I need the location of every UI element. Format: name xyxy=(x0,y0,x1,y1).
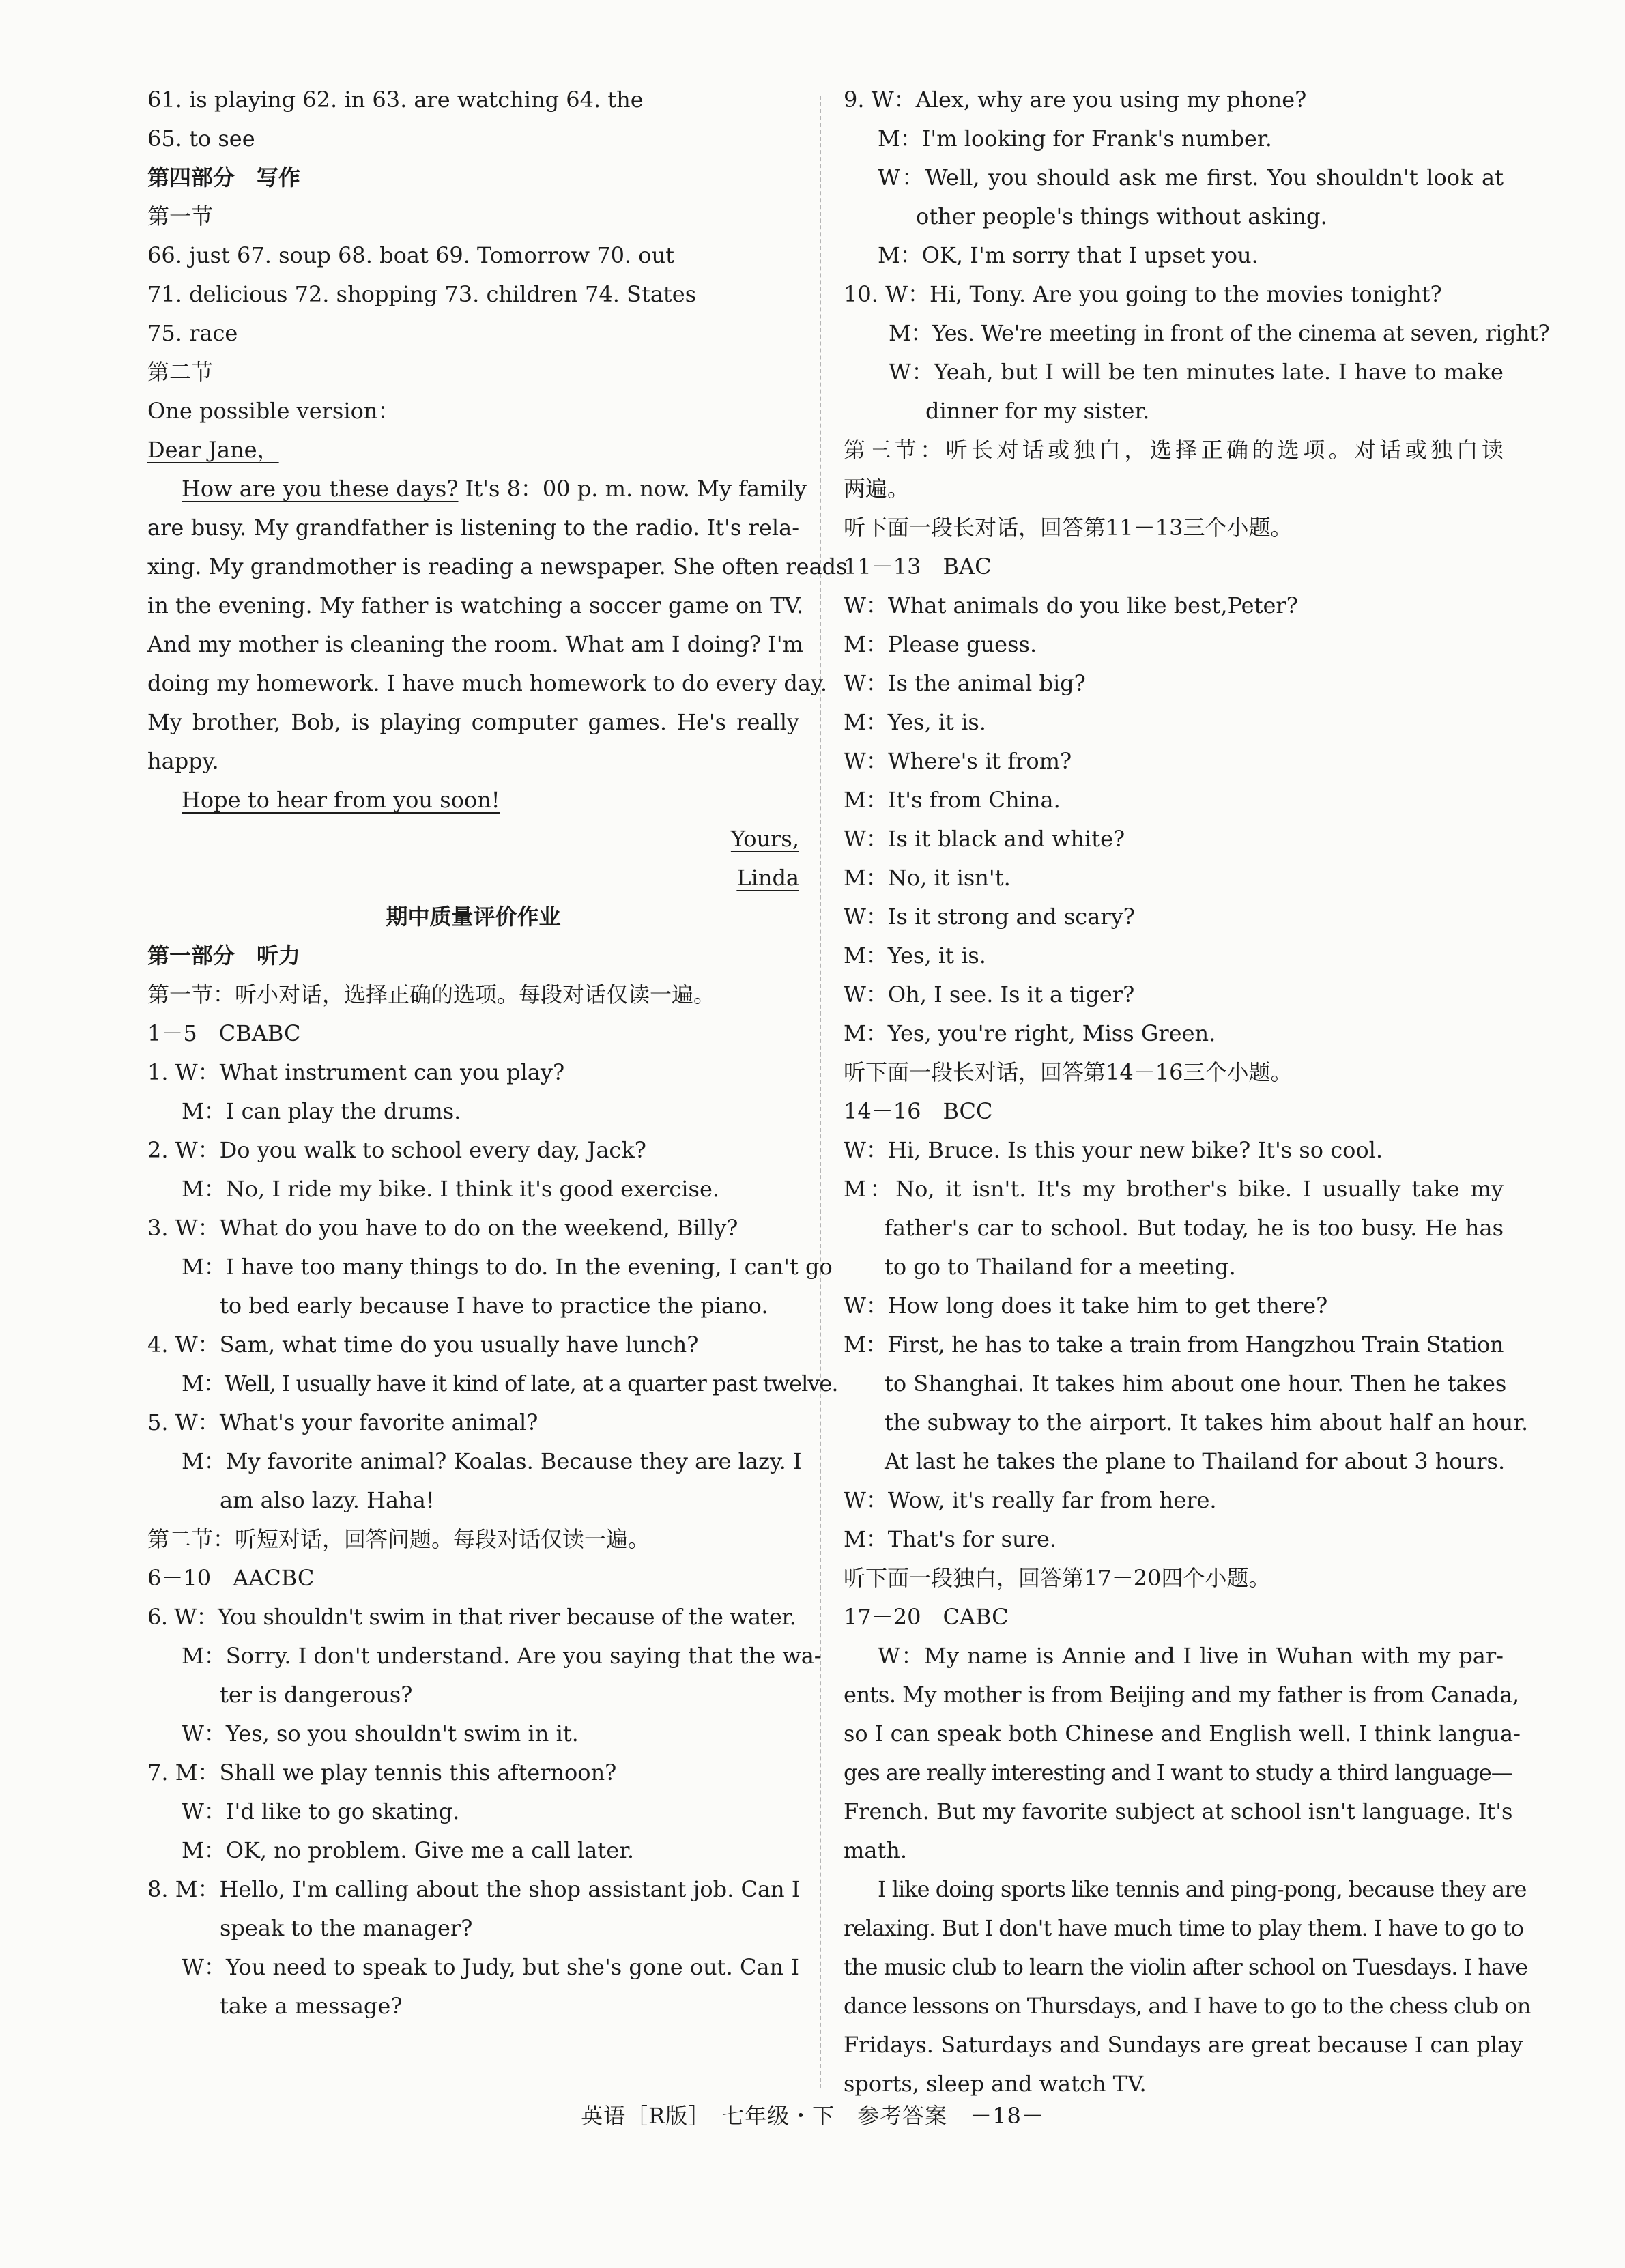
dialogue-line: 7. M：Shall we play tennis this afternoon? xyxy=(147,1760,617,1785)
subsection-label: 第二节 xyxy=(147,359,214,385)
dialogue-line: 2. W：Do you walk to school every day, Jack? xyxy=(147,1137,646,1163)
opening-sentence: How are you these days? xyxy=(182,476,459,502)
dialogue-line: M：Yes. We're meeting in front of the cinema at seven, right? xyxy=(889,320,1550,346)
answer-line: 75. race xyxy=(147,320,238,346)
sign-off-text: Yours, xyxy=(730,826,799,852)
dialogue-line: W：Is it black and white? xyxy=(844,826,1125,852)
essay-intro: One possible version： xyxy=(147,398,400,424)
answer-line: 71. delicious 72. shopping 73. children 74. States xyxy=(147,281,697,307)
essay-line: My brother, Bob, is playing computer games. He's really xyxy=(147,709,799,735)
dialogue-line: other people's things without asking. xyxy=(916,203,1327,229)
dialogue-line: M：Yes, it is. xyxy=(844,943,986,968)
dialogue-line: take a message? xyxy=(220,1993,403,2019)
essay-line: xing. My grandmother is reading a newspaper. She often reads xyxy=(147,554,848,579)
left-column xyxy=(147,81,848,2026)
closing-sentence xyxy=(147,781,799,820)
dialogue-line: M：I have too many things to do. In the evening, I can't go xyxy=(182,1254,833,1280)
subsection-instruction: 第二节：听短对话，回答问题。每段对话仅读一遍。 xyxy=(147,1526,650,1552)
dialogue-line: W：Oh, I see. Is it a tiger? xyxy=(844,981,1135,1007)
monologue-line: sports, sleep and watch TV. xyxy=(844,2071,1147,2097)
monologue-line: relaxing. But I don't have much time to play them. I have to go to xyxy=(844,1915,1523,1941)
section-heading: 第四部分 写作 xyxy=(147,164,301,190)
dialogue-line: M：Yes, it is. xyxy=(844,709,986,735)
dialogue-line: M：Yes, you're right, Miss Green. xyxy=(844,1020,1216,1046)
monologue-line: Fridays. Saturdays and Sundays are great because I can play xyxy=(844,2032,1523,2058)
dialogue-line: 1. W：What instrument can you play? xyxy=(147,1059,565,1085)
dialogue-line: 3. W：What do you have to do on the weekend, Billy? xyxy=(147,1215,738,1241)
essay-line: doing my homework. I have much homework to do every day. xyxy=(147,670,827,696)
subsection-instruction: 两遍。 xyxy=(844,476,910,502)
dialogue-line: M：Well, I usually have it kind of late, at a quarter past twelve. xyxy=(182,1370,838,1396)
dialogue-line: the subway to the airport. It takes him about half an hour. xyxy=(885,1409,1529,1435)
monologue-line: W：My name is Annie and I live in Wuhan with my par- xyxy=(878,1643,1504,1669)
dialogue-line: M：My favorite animal? Koalas. Because they are lazy. I xyxy=(182,1448,802,1474)
dialogue-line: 5. W：What's your favorite animal? xyxy=(147,1409,538,1435)
exam-title: 期中质量评价作业 xyxy=(386,904,561,930)
monologue-line: math. xyxy=(844,1837,908,1863)
monologue-line: dance lessons on Thursdays, and I have to go to the chess club on xyxy=(844,1993,1531,2019)
closing-text: Hope to hear from you soon! xyxy=(182,787,500,813)
dialogue-line: M：First, he has to take a train from Hangzhou Train Station xyxy=(844,1332,1504,1358)
dialogue-line: M：I can play the drums. xyxy=(182,1098,461,1124)
answer-key: 1－5 CBABC xyxy=(147,1020,301,1046)
dialogue-line: W：Well, you should ask me first. You shouldn't look at xyxy=(878,164,1504,190)
column-divider xyxy=(820,96,821,2088)
monologue-line: ents. My mother is from Beijing and my father is from Canada, xyxy=(844,1682,1519,1708)
dialogue-line: father's car to school. But today, he is too busy. He has xyxy=(885,1215,1504,1241)
dialogue-line: to bed early because I have to practice the piano. xyxy=(220,1293,768,1319)
dialogue-line: M：OK, I'm sorry that I upset you. xyxy=(878,242,1259,268)
passage-instruction: 听下面一段长对话，回答第11－13三个小题。 xyxy=(844,515,1293,541)
monologue-line: French. But my favorite subject at school isn't language. It's xyxy=(844,1798,1513,1824)
monologue-line: I like doing sports like tennis and ping-pong, because they are xyxy=(878,1876,1527,1902)
passage-instruction: 听下面一段长对话，回答第14－16三个小题。 xyxy=(844,1059,1293,1085)
page-footer: 英语［R版］ 七年级・下 参考答案 －18－ xyxy=(581,2103,1044,2129)
dialogue-line: M：OK, no problem. Give me a call later. xyxy=(182,1837,635,1863)
dialogue-line: M：No, it isn't. xyxy=(844,865,1011,891)
letter-greeting xyxy=(147,431,799,470)
answer-key: 17－20 CABC xyxy=(844,1604,1009,1630)
dialogue-line: W：I'd like to go skating. xyxy=(182,1798,460,1824)
dialogue-line: W：Is it strong and scary? xyxy=(844,904,1135,930)
dialogue-line: to Shanghai. It takes him about one hour. Then he takes xyxy=(885,1370,1507,1396)
dialogue-line: W：How long does it take him to get there? xyxy=(844,1293,1328,1319)
dialogue-line: 8. M：Hello, I'm calling about the shop assistant job. Can I xyxy=(147,1876,801,1902)
dialogue-line: M：It's from China. xyxy=(844,787,1061,813)
right-column xyxy=(844,81,1550,2104)
answer-key: 6－10 AACBC xyxy=(147,1565,315,1591)
signature-text: Linda xyxy=(736,865,799,891)
dialogue-line: M：No, it isn't. It's my brother's bike. I usually take my xyxy=(844,1176,1504,1202)
essay-text: It's 8：00 p. m. now. My family xyxy=(458,476,807,502)
dialogue-line: W：Wow, it's really far from here. xyxy=(844,1487,1217,1513)
dialogue-line: ter is dangerous? xyxy=(220,1682,413,1708)
answer-line: 66. just 67. soup 68. boat 69. Tomorrow 70. out xyxy=(147,242,674,268)
essay-line: And my mother is cleaning the room. What am I doing? I'm xyxy=(147,631,803,657)
monologue-line: the music club to learn the violin after school on Tuesdays. I have xyxy=(844,1954,1528,1980)
dialogue-line: M：Sorry. I don't understand. Are you saying that the wa- xyxy=(182,1643,822,1669)
dialogue-line: 6. W：You shouldn't swim in that river because of the water. xyxy=(147,1604,796,1630)
section-heading: 第一部分 听力 xyxy=(147,943,301,968)
dialogue-line: W：What animals do you like best,Peter? xyxy=(844,592,1298,618)
answer-key: 14－16 BCC xyxy=(844,1098,993,1124)
dialogue-line: am also lazy. Haha! xyxy=(220,1487,435,1513)
dialogue-line: 10. W：Hi, Tony. Are you going to the movies tonight? xyxy=(844,281,1442,307)
dialogue-line: speak to the manager? xyxy=(220,1915,473,1941)
answer-line: 65. to see xyxy=(147,126,255,152)
subsection-instruction: 第三节：听长对话或独白，选择正确的选项。对话或独白读 xyxy=(844,437,1504,463)
dialogue-line: dinner for my sister. xyxy=(925,398,1150,424)
greeting-text: Dear Jane， xyxy=(147,437,279,463)
dialogue-line: W：Yeah, but I will be ten minutes late. I have to make xyxy=(889,359,1504,385)
dialogue-line: W：Yes, so you shouldn't swim in it. xyxy=(182,1721,579,1747)
dialogue-line: W：Where's it from? xyxy=(844,748,1072,774)
essay-line: are busy. My grandfather is listening to the radio. It's rela- xyxy=(147,515,799,541)
dialogue-line: M：I'm looking for Frank's number. xyxy=(878,126,1272,152)
dialogue-line: 9. W：Alex, why are you using my phone? xyxy=(844,87,1307,113)
answer-line: 61. is playing 62. in 63. are watching 64. the xyxy=(147,87,644,113)
monologue-line: ges are really interesting and I want to study a third language— xyxy=(844,1760,1512,1785)
sign-off xyxy=(147,820,799,859)
signature xyxy=(147,859,799,898)
dialogue-line: W：Hi, Bruce. Is this your new bike? It's so cool. xyxy=(844,1137,1383,1163)
dialogue-line: M：That's for sure. xyxy=(844,1526,1057,1552)
subsection-label: 第一节 xyxy=(147,203,214,229)
passage-instruction: 听下面一段独白，回答第17－20四个小题。 xyxy=(844,1565,1271,1591)
dialogue-line: 4. W：Sam, what time do you usually have lunch? xyxy=(147,1332,699,1358)
answer-key: 11－13 BAC xyxy=(844,554,992,579)
monologue-line: so I can speak both Chinese and English well. I think langua- xyxy=(844,1721,1521,1747)
dialogue-line: At last he takes the plane to Thailand for about 3 hours. xyxy=(885,1448,1506,1474)
subsection-instruction: 第一节：听小对话，选择正确的选项。每段对话仅读一遍。 xyxy=(147,981,716,1007)
dialogue-line: to go to Thailand for a meeting. xyxy=(885,1254,1236,1280)
dialogue-line: M：No, I ride my bike. I think it's good exercise. xyxy=(182,1176,720,1202)
essay-line: in the evening. My father is watching a soccer game on TV. xyxy=(147,592,804,618)
dialogue-line: M：Please guess. xyxy=(844,631,1037,657)
essay-line xyxy=(147,470,807,508)
essay-line: happy. xyxy=(147,748,219,774)
dialogue-line: W：You need to speak to Judy, but she's gone out. Can I xyxy=(182,1954,799,1980)
dialogue-line: W：Is the animal big? xyxy=(844,670,1086,696)
